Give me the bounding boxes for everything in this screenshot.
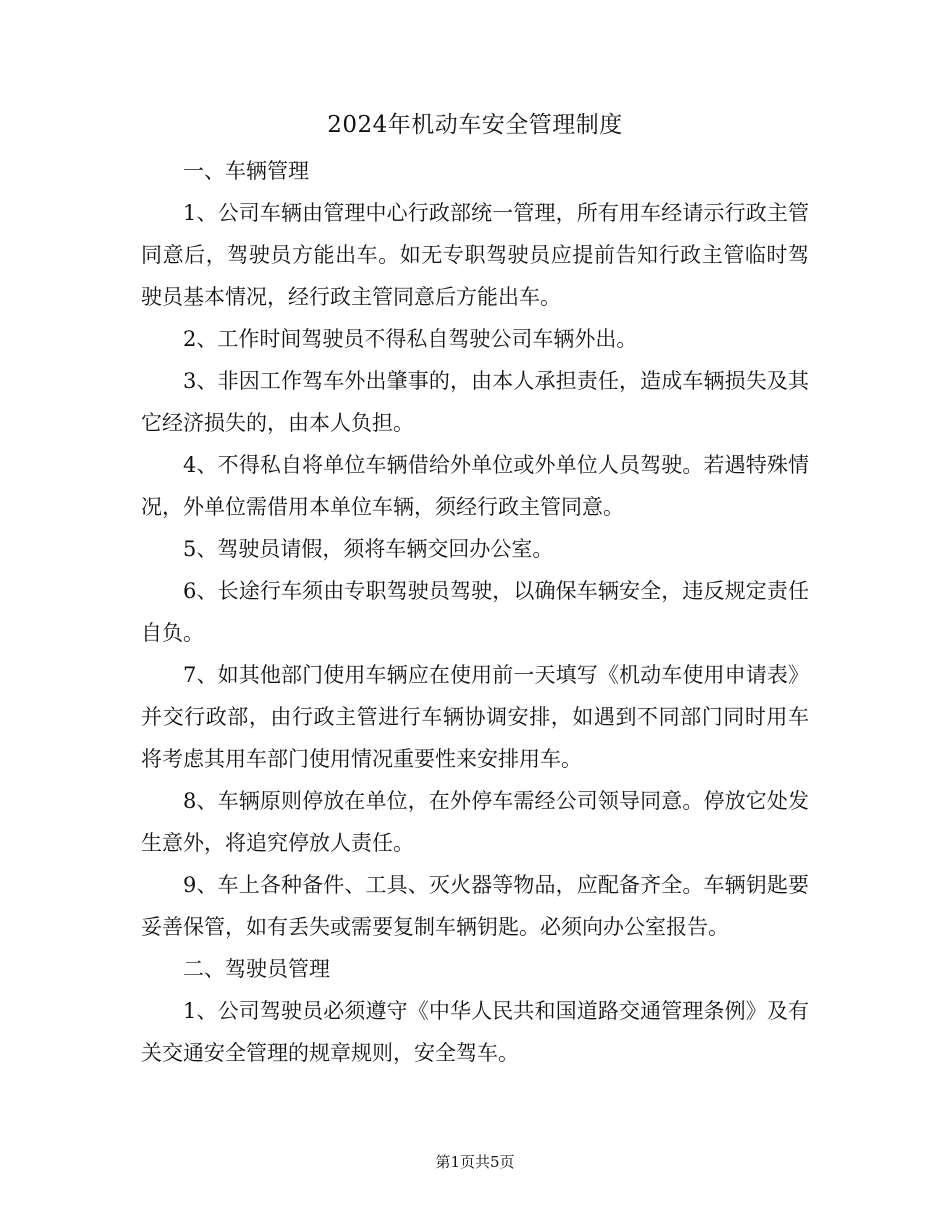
paragraph: 9、车上各种备件、工具、灭火器等物品，应配备齐全。车辆钥匙要妥善保管，如有丢失或需要复制车辆钥匙。必须向办公室报告。	[141, 873, 809, 939]
paragraph: 1、公司驾驶员必须遵守《中华人民共和国道路交通管理条例》及有关交通安全管理的规章规则，安全驾车。	[141, 999, 809, 1065]
paragraph: 2、工作时间驾驶员不得私自驾驶公司车辆外出。	[183, 327, 638, 351]
document-body	[141, 150, 809, 1074]
paragraph: 7、如其他部门使用车辆应在使用前一天填写《机动车使用申请表》并交行政部，由行政主管进行车辆协调安排，如遇到不同部门同时用车将考虑其用车部门使用情况重要性来安排用车。	[141, 663, 809, 771]
paragraph: 1、公司车辆由管理中心行政部统一管理，所有用车经请示行政主管同意后，驾驶员方能出车。如无专职驾驶员应提前告知行政主管临时驾驶员基本情况，经行政主管同意后方能出车。	[141, 201, 809, 309]
document-title: 2024年机动车安全管理制度	[327, 112, 623, 138]
page-number: 第1页共5页	[435, 1153, 515, 1171]
paragraph: 6、长途行车须由专职驾驶员驾驶，以确保车辆安全，违反规定责任自负。	[141, 579, 809, 645]
paragraph: 4、不得私自将单位车辆借给外单位或外单位人员驾驶。若遇特殊情况，外单位需借用本单位车辆，须经行政主管同意。	[141, 453, 809, 519]
section-heading-vehicle-management: 一、车辆管理	[183, 159, 309, 183]
paragraph: 8、车辆原则停放在单位，在外停车需经公司领导同意。停放它处发生意外，将追究停放人责任。	[141, 789, 809, 855]
section-heading-driver-management: 二、驾驶员管理	[183, 957, 330, 981]
paragraph: 3、非因工作驾车外出肇事的，由本人承担责任，造成车辆损失及其它经济损失的，由本人负担。	[141, 369, 809, 435]
paragraph: 5、驾驶员请假，须将车辆交回办公室。	[183, 537, 554, 561]
